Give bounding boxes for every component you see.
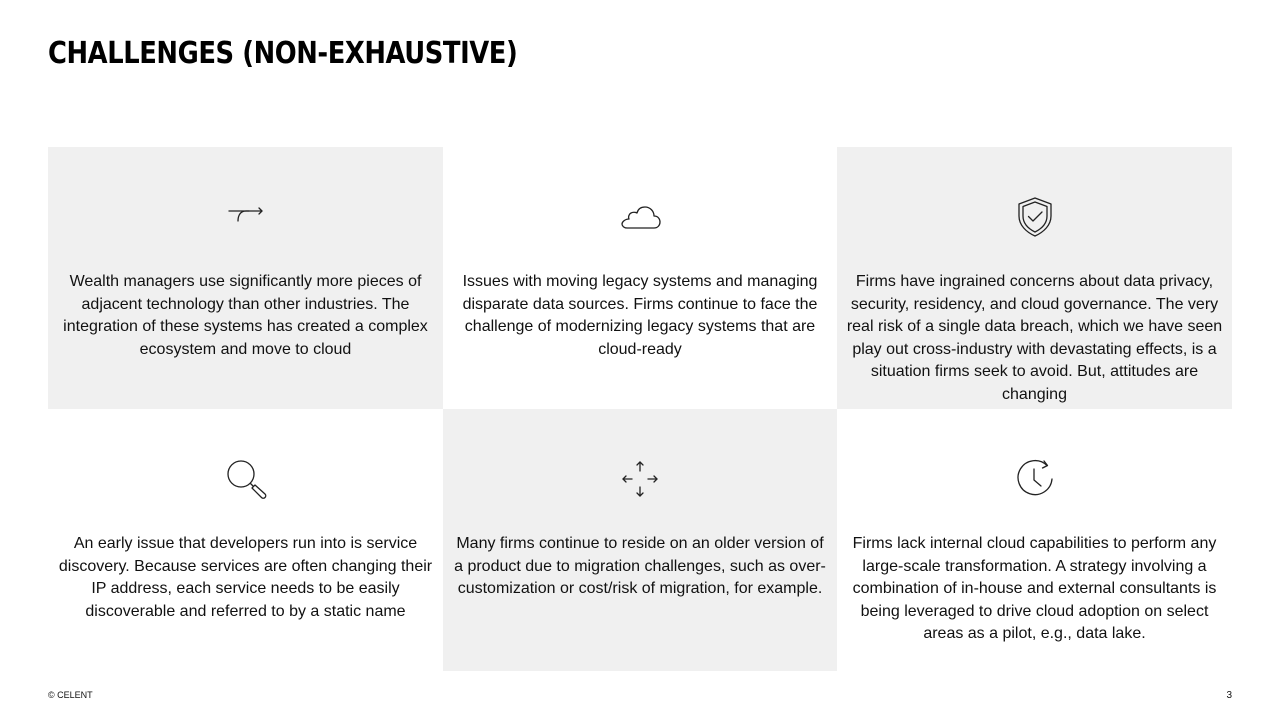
footer-copyright: © CELENT <box>48 690 93 700</box>
challenge-card-text: Wealth managers use significantly more pieces of adjacent technology than other industries. The integration of these systems has created a complex ecosystem and move to cloud <box>63 273 428 358</box>
magnifier-icon <box>224 457 268 501</box>
challenge-card-cloud-capabilities <box>837 409 1232 671</box>
challenge-card-text: Issues with moving legacy systems and managing disparate data sources. Firms continue to face the challenge of modernizing legacy systems that are cloud-ready <box>462 273 818 358</box>
challenge-card-migration <box>443 409 837 671</box>
challenge-card-legacy-systems <box>443 147 837 409</box>
challenge-card-integration <box>48 147 443 409</box>
challenges-grid <box>48 147 1232 671</box>
slide-title: CHALLENGES (NON-EXHAUSTIVE) <box>48 36 518 71</box>
challenge-card-text: Firms have ingrained concerns about data privacy, security, residency, and cloud governance. The very real risk of a single data breach, which we have seen play out cross-industry with devastating effects, is a situation firms seek to avoid. But, attitudes are changing <box>846 273 1223 403</box>
challenge-card-text: Many firms continue to reside on an older version of a product due to migration challenges, such as over-customization or cost/risk of migration, for example. <box>454 535 826 597</box>
page-number: 3 <box>1226 690 1232 701</box>
turn-arrow-icon <box>224 195 268 239</box>
clock-refresh-icon <box>1013 457 1057 501</box>
move-arrows-icon <box>618 457 662 501</box>
cloud-icon <box>618 195 662 239</box>
challenge-card-text: An early issue that developers run into is service discovery. Because services are often changing their IP address, each service needs to be easily discoverable and referred to by a static name <box>58 535 433 620</box>
challenge-card-service-discovery <box>48 409 443 671</box>
challenge-card-text: Firms lack internal cloud capabilities to perform any large-scale transformation. A strategy involving a combination of in-house and external consultants is being leveraged to drive cloud adoption on select areas as a pilot, e.g., data lake. <box>852 535 1217 642</box>
shield-check-icon <box>1013 195 1057 239</box>
challenge-card-security <box>837 147 1232 409</box>
